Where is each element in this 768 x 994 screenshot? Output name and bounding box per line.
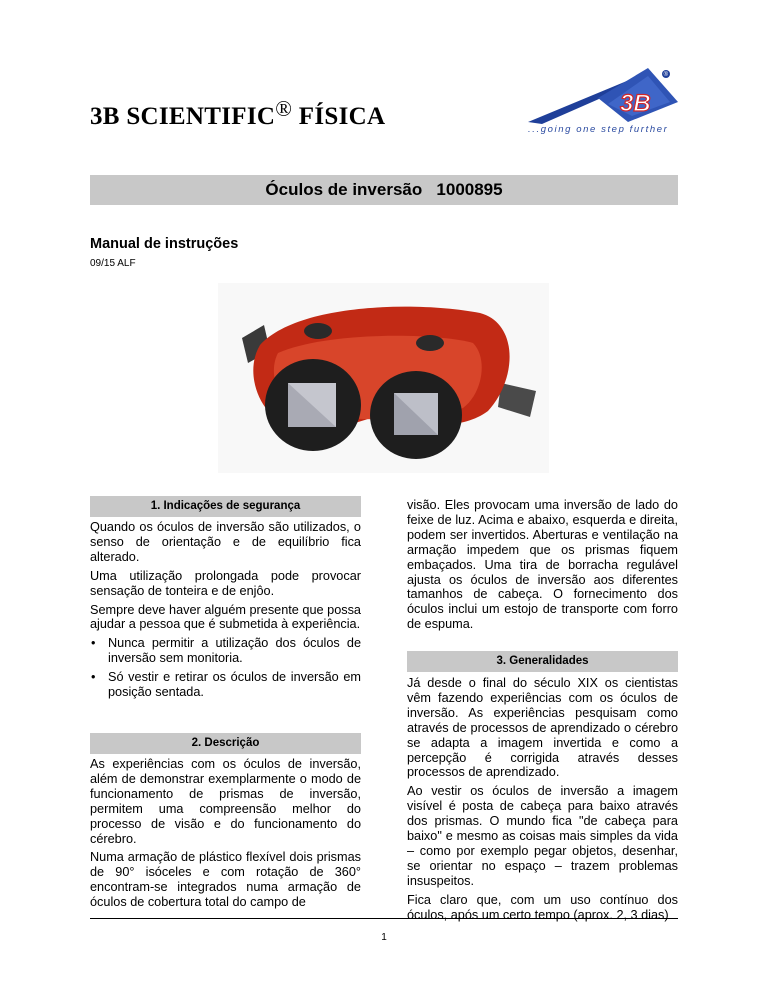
description-continuation-paragraph: visão. Eles provocam uma inversão de lado do feixe de luz. Acima e abaixo, esquerda e direita, podem ser invertidos. Aberturas e ventilação na armação impedem que os prismas fiquem embaçados. Uma tira de borracha regulável ajusta os óculos de inversão aos diferentes tamanhos de cabeça. O fornecimento dos óculos inclui um estojo de transporte com forro de espuma.: [407, 498, 678, 632]
description-paragraph: As experiências com os óculos de inversão, além de demonstrar exemplarmente o modo de funcionamento de prismas de inversão, permitem uma compreensão melhor do processo de visão e do funcionamento do cérebro.: [90, 757, 361, 846]
footer-divider: [90, 918, 678, 919]
brand-registered-mark: ®: [275, 96, 293, 121]
page-number: 1: [381, 932, 387, 943]
general-paragraph: Fica claro que, com um uso contínuo dos óculos, após um certo tempo (aprox. 2, 3 dias): [407, 892, 678, 922]
description-paragraph: Numa armação de plástico flexível dois prismas de 90° isóceles e com rotação de 360° encontram-se integrados numa armação de óculos de cobertura total do campo de: [90, 850, 361, 910]
manual-date: 09/15 ALF: [90, 258, 136, 269]
general-section: [407, 676, 678, 927]
safety-paragraph: Quando os óculos de inversão são utilizados, o senso de orientação e de equilíbrio fica alterado.: [90, 520, 361, 564]
description-section: [90, 757, 361, 914]
manual-title: Manual de instruções: [90, 236, 239, 252]
safety-bullet-list: [90, 636, 361, 700]
safety-bullet: • Só vestir e retirar os óculos de inversão em posição sentada.: [90, 670, 361, 700]
section-heading-description: 2. Descrição: [90, 733, 361, 754]
safety-bullet: • Nunca permitir a utilização dos óculos de inversão sem monitoria.: [90, 636, 361, 666]
general-paragraph: Já desde o final do século XIX os cientistas vêm fazendo experiências com os óculos de inversão. As experiências pesquisam como através de processos de aprendizado o cérebro se adapta a imagem invertida e como a percepção é corrigida através desses processos de aprendizado.: [407, 676, 678, 780]
brand-name: 3B SCIENTIFIC® FÍSICA: [90, 96, 386, 130]
inversion-goggles-photo: [218, 283, 549, 473]
tagline: ...going one step further: [528, 124, 669, 135]
logo-3b-text: 3B: [620, 90, 651, 117]
product-title: Óculos de inversão 1000895: [90, 175, 678, 205]
section-heading-safety: 1. Indicações de segurança: [90, 496, 361, 517]
description-continuation: [407, 498, 678, 636]
safety-paragraph: Uma utilização prolongada pode provocar sensação de tonteira e de enjôo.: [90, 568, 361, 598]
safety-section: [90, 520, 361, 704]
section-heading-general: 3. Generalidades: [407, 651, 678, 672]
general-paragraph: Ao vestir os óculos de inversão a imagem visível é posta de cabeça para baixo através dos prismas. O mundo fica "de cabeça para baixo" e mesmo as coisas mais simples da vida – como por exemplo pegar objetos, desenhar, se orientar no espaço – trazem problemas insuspeitos.: [407, 784, 678, 888]
logo-registered-mark: ®: [663, 72, 669, 79]
safety-paragraph: Sempre deve haver alguém presente que possa ajudar a pessoa que é submetida à experiência.: [90, 602, 361, 632]
